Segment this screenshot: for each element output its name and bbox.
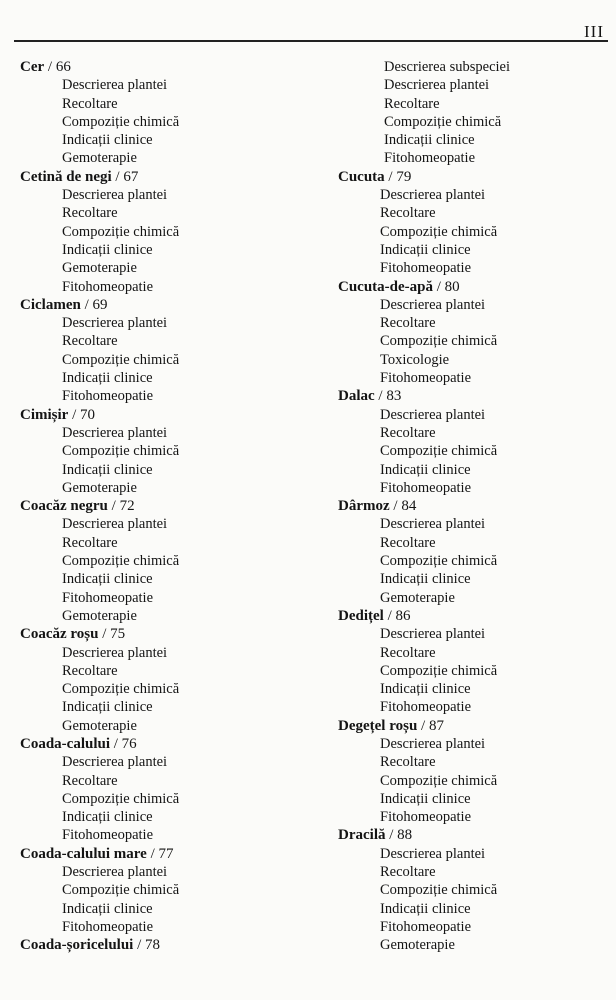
entry-title [338,168,608,186]
subentry: Indicații clinice [62,132,153,149]
entry-name: Dârmoz [338,498,390,515]
entry-page: / 79 [384,168,412,185]
subentry: Descrierea plantei [380,406,486,423]
subentry: Gemoterapie [62,150,137,167]
subentry: Fitohomeopatie [380,260,472,277]
subentry: Descrierea plantei [380,516,486,533]
subentry: Indicații clinice [62,900,153,917]
entry-name: Coada-calului mare [20,845,147,862]
subentry: Gemoterapie [62,717,137,734]
entry-title [20,735,310,753]
entry-title [20,406,310,424]
subentry: Indicații clinice [62,571,153,588]
entry-title [20,168,310,186]
subentry: Descrierea plantei [384,77,490,94]
subentry: Fitohomeopatie [62,827,154,844]
subentry: Recoltare [62,205,118,222]
subentry: Compoziție chimică [380,772,498,789]
index-entry [20,936,310,954]
entry-title [20,845,310,863]
subentry: Gemoterapie [62,260,137,277]
subentry: Recoltare [380,864,436,881]
left-column [20,58,310,955]
index-entry [338,717,608,827]
subentry: Gemoterapie [62,479,137,496]
entry-title [20,58,310,76]
entry-title [338,717,608,735]
entry-name: Cucuta [338,168,385,185]
subentry: Fitohomeopatie [380,479,472,496]
subentry: Recoltare [62,662,118,679]
subentry: Indicații clinice [380,790,471,807]
subentry: Fitohomeopatie [62,278,154,295]
entry-page: / 78 [133,937,161,954]
entry-name: Coacăz roșu [20,626,99,643]
subentry: Indicații clinice [380,900,471,917]
entry-page: / 75 [98,626,126,643]
index-entry [20,845,310,936]
entry-page: / 77 [146,845,174,862]
subentry: Compoziție chimică [380,443,498,460]
subentry: Gemoterapie [380,937,455,954]
entry-page: / 87 [417,717,444,734]
index-entry [338,826,608,954]
subentry: Recoltare [62,333,118,350]
index-entry [20,625,310,735]
subentry: Indicații clinice [62,370,153,387]
entry-name: Cer [20,59,45,75]
subentry: Descrierea plantei [380,845,486,862]
entry-page: / 67 [111,168,139,185]
subentry: Descrierea plantei [62,315,168,332]
entry-title [338,497,608,515]
subentry: Indicații clinice [62,699,153,716]
entry-title [338,607,608,625]
subentry: Indicații clinice [380,461,471,478]
subentry: Recoltare [380,424,436,441]
page-number: III [584,22,604,41]
subentry: Descrierea plantei [62,77,168,94]
subentry: Compoziție chimică [62,351,180,368]
entry-page: / 80 [433,278,460,295]
subentry: Indicații clinice [62,461,153,478]
subentry: Compoziție chimică [62,790,180,807]
index-entry [338,278,608,388]
entry-page: / 84 [389,498,417,515]
subentry: Toxicologie [380,351,450,368]
subentry: Descrierea plantei [380,626,486,643]
index-entry [20,58,310,168]
subentry: Descrierea plantei [380,296,486,313]
subentry: Descrierea plantei [62,187,168,204]
subentry: Recoltare [380,205,436,222]
right-column [338,58,608,955]
subentry: Compoziție chimică [380,553,498,570]
entry-title [20,497,310,515]
entry-name: Degețel roșu [338,717,418,734]
subentry: Indicații clinice [380,571,471,588]
subentry: Fitohomeopatie [384,150,476,167]
subentry: Fitohomeopatie [62,918,154,935]
subentry: Indicații clinice [384,132,475,149]
entry-page: / 69 [80,296,108,313]
subentry: Descrierea plantei [380,735,486,752]
subentry: Descrierea plantei [62,424,168,441]
entry-name: Coada-șoricelului [20,937,134,954]
subentry: Fitohomeopatie [380,918,472,935]
subentry: Compoziție chimică [62,553,180,570]
subentry: Compoziție chimică [380,882,498,899]
entry-name: Dalac [338,388,375,405]
subentry: Descrierea plantei [62,644,168,661]
subentry: Recoltare [62,534,118,551]
subentry: Indicații clinice [380,681,471,698]
subentry: Recoltare [384,95,440,112]
continued-subentries [338,58,608,168]
subentry: Recoltare [380,754,436,771]
subentry: Compoziție chimică [62,882,180,899]
subentry: Indicații clinice [62,809,153,826]
index-entry [338,497,608,607]
subentry: Recoltare [62,95,118,112]
subentry: Compoziție chimică [380,223,498,240]
entry-title [338,826,608,844]
entry-name: Coada-calului [20,735,111,752]
entry-page: / 70 [68,406,95,423]
subentry: Compoziție chimică [384,113,502,130]
entry-page: / 72 [107,498,135,515]
subentry: Descrierea plantei [62,864,168,881]
entry-title [338,278,608,296]
entry-name: Cetină de negi [20,168,112,185]
index-entry [338,607,608,717]
entry-name: Dracilă [338,827,386,844]
index-entry [338,168,608,278]
subentry: Fitohomeopatie [380,699,472,716]
subentry: Gemoterapie [62,607,137,624]
entry-page: / 83 [374,388,402,405]
entry-name: Cimișir [20,406,69,423]
index-entry [338,387,608,497]
subentry: Compoziție chimică [62,223,180,240]
subentry: Recoltare [380,315,436,332]
entry-name: Ciclamen [20,296,81,313]
entry-page: / 66 [44,59,71,75]
entry-name: Coacăz negru [20,498,108,515]
subentry: Compoziție chimică [380,333,498,350]
entry-page: / 86 [383,607,411,624]
subentry: Recoltare [380,644,436,661]
entry-title [20,625,310,643]
entry-name: Cucuta-de-apă [338,278,434,295]
subentry: Fitohomeopatie [62,388,154,405]
subentry: Descrierea subspeciei [384,59,511,75]
subentry: Compoziție chimică [62,113,180,130]
entry-name: Dedițel [338,607,384,624]
subentry: Compoziție chimică [62,443,180,460]
subentry: Fitohomeopatie [380,370,472,387]
subentry: Compoziție chimică [380,662,498,679]
entry-title [20,296,310,314]
subentry: Descrierea plantei [380,187,486,204]
subentry: Fitohomeopatie [380,809,472,826]
index-entry [20,735,310,845]
subentry: Descrierea plantei [62,516,168,533]
subentry: Compoziție chimică [62,681,180,698]
subentry: Recoltare [380,534,436,551]
index-entry [20,497,310,625]
index-entry [20,168,310,296]
subentry: Indicații clinice [62,241,153,258]
subentry: Fitohomeopatie [62,589,154,606]
index-entry [20,406,310,497]
entry-title [338,387,608,405]
subentry: Descrierea plantei [62,754,168,771]
entry-page: / 88 [385,827,413,844]
subentry: Gemoterapie [380,589,455,606]
index-entry [20,296,310,406]
subentry: Recoltare [62,772,118,789]
entry-page: / 76 [110,735,137,752]
top-rule [14,40,608,42]
entry-title [20,936,310,954]
subentry: Indicații clinice [380,241,471,258]
